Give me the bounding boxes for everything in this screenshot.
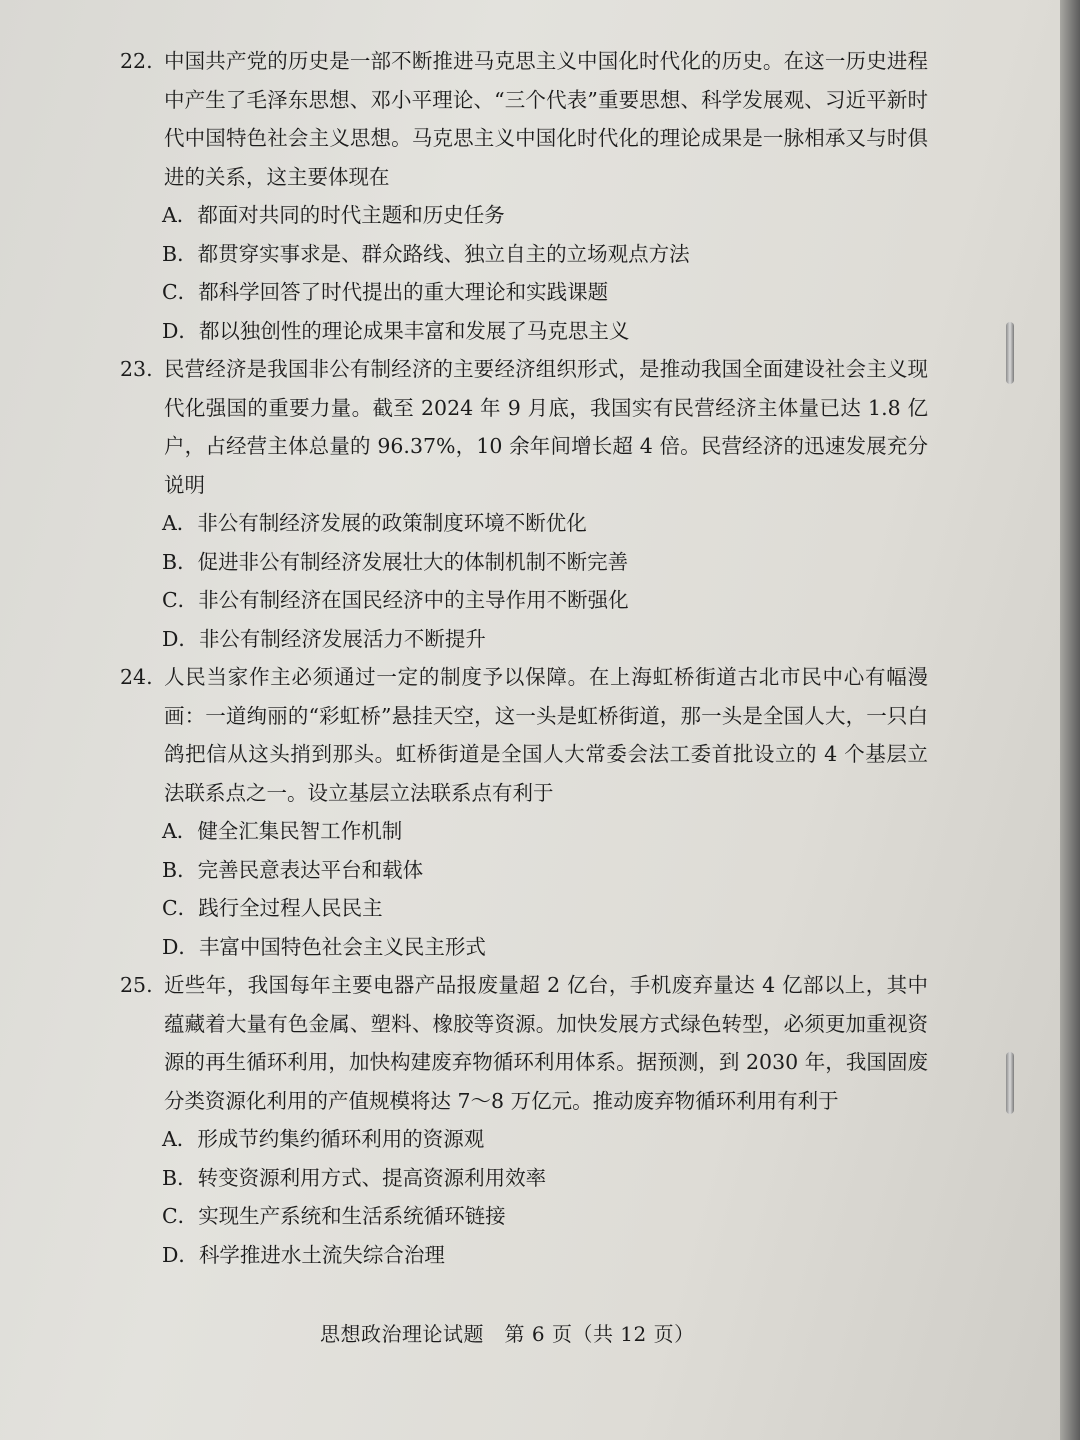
option-c: C． 非公有制经济在国民经济中的主导作用不断强化 [162, 588, 629, 612]
question-25 [120, 966, 928, 1274]
option-a: A． 非公有制经济发展的政策制度环境不断优化 [162, 511, 587, 535]
option-b: B． 转变资源利用方式、提高资源利用效率 [162, 1165, 547, 1190]
option-d: D． 科学推进水土流失综合治理 [162, 1242, 445, 1267]
option-d: D． 都以独创性的理论成果丰富和发展了马克思主义 [162, 318, 630, 343]
question-number: 25. [120, 973, 153, 997]
question-24 [120, 658, 928, 966]
option-b: B． 促进非公有制经济发展壮大的体制机制不断完善 [162, 549, 629, 574]
page-footer: 思想政治理论试题 第 6 页（共 12 页） [320, 1322, 695, 1346]
question-stem: 民营经济是我国非公有制经济的主要经济组织形式，是推动我国全面建设社会主义现代化强国的重要力量。截至 2024 年 9 月底，我国实有民营经济主体量已达 1.8 亿户，占经营主体总量的 96.37%，10 余年间增长超 4 倍。民营经济的迅速发展充分说明 [164, 357, 928, 497]
question-number: 23. [120, 357, 153, 381]
option-c: C． 践行全过程人民民主 [162, 896, 383, 920]
question-23 [120, 350, 928, 658]
question-stem: 人民当家作主必须通过一定的制度予以保障。在上海虹桥街道古北市民中心有幅漫画：一道绚丽的“彩虹桥”悬挂天空，这一头是虹桥街道，那一头是全国人大，一只白鸽把信从这头捎到那头。虹桥街道是全国人大常委会法工委首批设立的 4 个基层立法联系点之一。设立基层立法联系点有利于 [164, 665, 928, 805]
option-d: D． 丰富中国特色社会主义民主形式 [162, 934, 486, 959]
question-number: 24. [120, 665, 153, 689]
question-stem: 近些年，我国每年主要电器产品报废量超 2 亿台，手机废弃量达 4 亿部以上，其中蕴藏着大量有色金属、塑料、橡胶等资源。加快发展方式绿色转型，必须更加重视资源的再生循环利用，加快构建废弃物循环利用体系。据预测，到 2030 年，我国固废分类资源化利用的产值规模将达 7～8 万亿元。推动废弃物循环利用有利于 [164, 973, 928, 1113]
option-a: A． 都面对共同的时代主题和历史任务 [162, 203, 505, 227]
staple [1006, 322, 1014, 384]
option-a: A． 健全汇集民智工作机制 [162, 819, 403, 843]
question-list [120, 42, 928, 1274]
question-22 [120, 42, 928, 350]
option-a: A． 形成节约集约循环利用的资源观 [162, 1127, 485, 1151]
question-stem: 中国共产党的历史是一部不断推进马克思主义中国化时代化的历史。在这一历史进程中产生了毛泽东思想、邓小平理论、“三个代表”重要思想、科学发展观、习近平新时代中国特色社会主义思想。马克思主义中国化时代化的理论成果是一脉相承又与时俱进的关系，这主要体现在 [164, 49, 928, 189]
staple [1006, 1052, 1014, 1114]
option-b: B． 完善民意表达平台和载体 [162, 857, 424, 882]
option-d: D． 非公有制经济发展活力不断提升 [162, 626, 486, 651]
page-edge-shadow [1060, 0, 1080, 1440]
question-number: 22. [120, 49, 153, 73]
option-c: C． 实现生产系统和生活系统循环链接 [162, 1204, 506, 1228]
option-b: B． 都贯穿实事求是、群众路线、独立自主的立场观点方法 [162, 241, 690, 266]
option-c: C． 都科学回答了时代提出的重大理论和实践课题 [162, 280, 609, 304]
